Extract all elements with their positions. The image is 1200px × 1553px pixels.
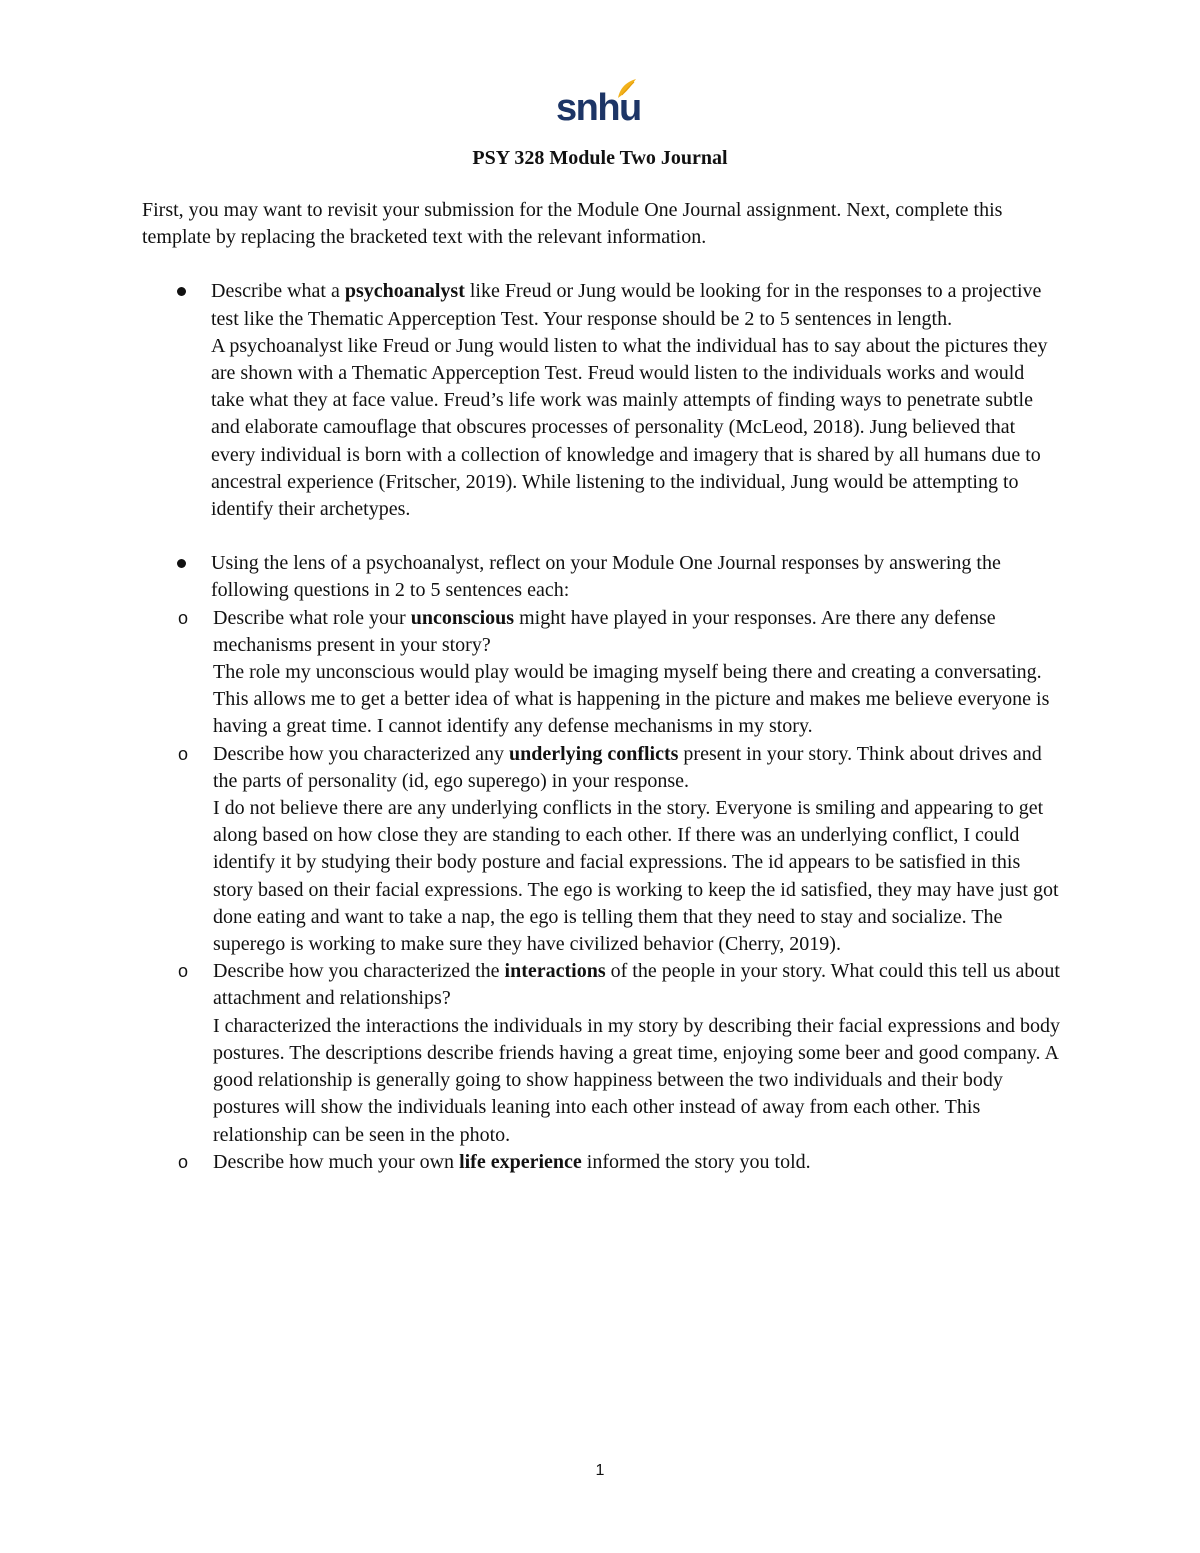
sub-item-answer: The role my unconscious would play would be imaging myself being there and creating a conversating. This allows me to get a better idea of what is happening in the picture and makes me believe everyone is having a great time. I cannot identify any defense mechanisms in my story. [213,661,1050,738]
snhu-logo [556,78,640,132]
sub-item-interactions [142,958,1062,1148]
sub-item-answer: I do not believe there are any underlying conflicts in the story. Everyone is smiling and appearing to get along based on how close they are standing to each other. If there was an underlying conflict, I could identify it by studying their body posture and facial expressions. The id appears to be satisfied in this story based on their facial expressions. The ego is working to keep the id satisfied, they may have just got done eating and want to take a nap, the ego is telling them that they need to stay and socialize. The superego is working to make sure they have civilized behavior (Cherry, 2019). [213,797,1059,956]
bold-term: unconscious [410,606,515,629]
bold-term: underlying conflicts [508,742,679,765]
bold-term: life experience [459,1150,582,1173]
sub-item-prompt: Describe how much your own life experience informed the story you told. [213,1150,811,1173]
sub-item-life-experience [142,1149,1062,1176]
sub-item-answer: I characterized the interactions the individuals in my story by describing their facial expressions and body postures. The descriptions describe friends having a great time, enjoying some beer and good company. A good relationship is generally going to show happiness between the two individuals and their body postures will show the individuals leaning into each other instead of away from each other. This relationship can be seen in the photo. [213,1014,1060,1146]
circle-bullet-icon: o [178,607,189,628]
intro-paragraph: First, you may want to revisit your submission for the Module One Journal assignment. Next, complete this template by replacing the bracketed text with the relevant information. [142,199,1003,249]
document-body [142,197,1062,1203]
page-number: 1 [595,1462,605,1479]
bullet-prompt: Describe what a psychoanalyst like Freud or Jung would be looking for in the responses to a projective test like the Thematic Apperception Test. Your response should be 2 to 5 sentences in length. [211,280,1042,330]
bold-term: psychoanalyst [344,280,465,303]
sub-item-underlying-conflicts [142,741,1062,959]
circle-bullet-icon: o [178,961,189,982]
sub-item-unconscious [142,605,1062,741]
sub-item-prompt: Describe what role your unconscious might have played in your responses. Are there any defense mechanisms present in your story? [213,606,996,656]
sub-item-prompt: Describe how you characterized any underlying conflicts present in your story. Think about drives and the parts of personality (id, ego superego) in your response. [213,742,1042,792]
flame-leaf-icon [616,78,638,100]
circle-bullet-icon: o [178,743,189,764]
bullet-answer: A psychoanalyst like Freud or Jung would listen to what the individual has to say about the pictures they are shown with a Thematic Apperception Test. Freud would listen to the individuals works and would take what they at face value. Freud’s life work was mainly attempts of finding ways to penetrate subtle and elaborate camouflage that obscures processes of personality (McLeod, 2018). Jung believed that every individual is born with a collection of knowledge and imagery that is shared by all humans due to ancestral experience (Fritscher, 2019). While listening to the individual, Jung would be attempting to identify their archetypes. [211,334,1048,521]
page-title: PSY 328 Module Two Journal [472,147,728,169]
sub-item-prompt: Describe how you characterized the interactions of the people in your story. What could this tell us about attachment and relationships? [213,960,1060,1010]
logo-wordmark: snhu [556,87,641,129]
bullet-icon [177,287,186,296]
circle-bullet-icon: o [178,1151,189,1172]
bullet-prompt: Using the lens of a psychoanalyst, reflect on your Module One Journal responses by answering the following questions in 2 to 5 sentences each: [211,552,1001,602]
bullet-item-reflection [142,550,1062,1176]
bullet-icon [177,559,186,568]
bold-term: interactions [504,960,606,983]
bullet-item-psychoanalyst [142,278,1062,523]
